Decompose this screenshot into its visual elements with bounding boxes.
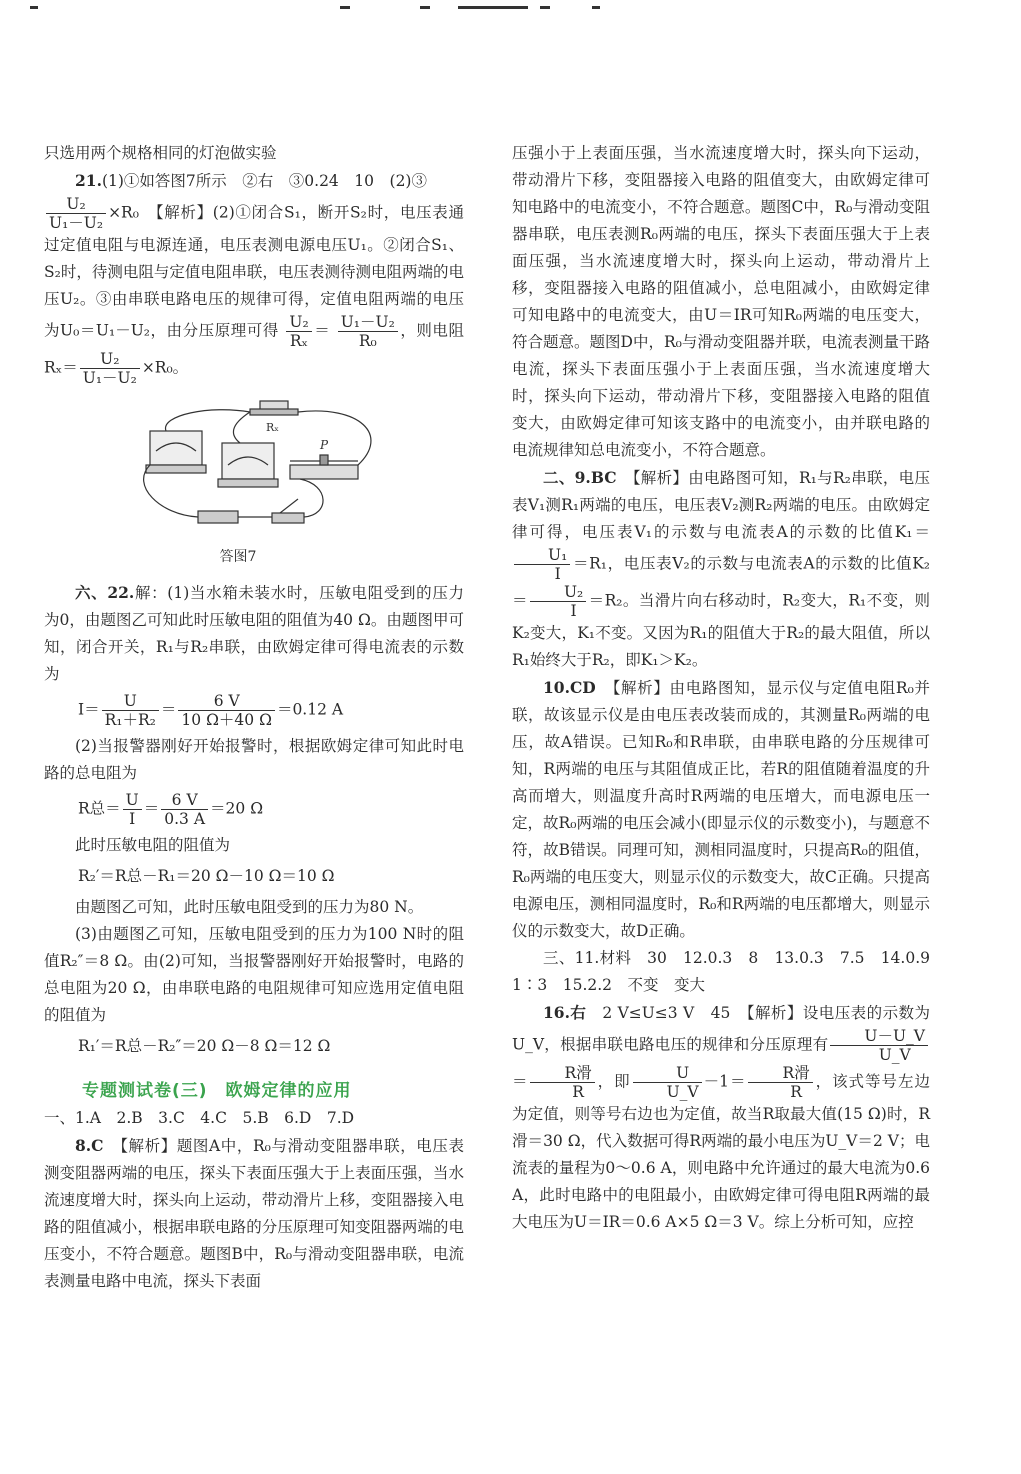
- right-column: [512, 140, 946, 1236]
- numerator: U₁－U₂: [338, 313, 398, 332]
- numerator: U₂: [80, 350, 140, 369]
- answer-21: [44, 167, 464, 195]
- fraction: [530, 583, 586, 620]
- paragraph: (2)当报警器刚好开始报警时，根据欧姆定律可知此时电路的总电阻为: [44, 737, 464, 782]
- question-number: 8.C: [75, 1136, 104, 1155]
- scan-mark: [30, 6, 38, 9]
- fraction: [178, 692, 275, 729]
- question-number: 六、22.: [75, 583, 135, 602]
- explanation-text: 【解析】由电路图知，显示仪与定值电阻R₀并联，故该显示仪是由电压表改装而成的，其测量R₀两端的电压，故A错误。已知R₀和R串联，由串联电路的分压规律可知，R两端的电压与其阻值成正比，若R的阻值随着温度的升高而增大，则温度升高时R两端的电压增大，而电源电压一定，故R₀两端的电压会减小(即显示仪的示数变小)，与题意不符，故B错误。同理可知，测相同温度时，只提高R₀的阻值，R₀两端的电压变大，则显示仪的示数变大，故C正确。只提高电源电压，测相同温度时，R₀和R两端的电压都增大，则显示仪的示数变大，故D正确。: [512, 679, 930, 940]
- paragraph: 此时压敏电阻的阻值为: [75, 836, 231, 854]
- solution-text: 解：(1)当水箱未装水时，压敏电阻受到的压力为0，由题图乙可知此时压敏电阻的阻值为40 Ω。由题图甲可知，闭合开关，R₁与R₂串联，由欧姆定律可得电流表的示数为: [44, 584, 464, 683]
- denominator: 0.3 A: [164, 810, 206, 828]
- numerator: U₂: [46, 195, 106, 214]
- explanation-text: －1＝: [703, 1072, 747, 1091]
- numerator: R滑: [748, 1064, 812, 1083]
- numerator: U₂: [530, 583, 586, 602]
- denominator: 10 Ω＋40 Ω: [181, 711, 272, 729]
- battery: [198, 511, 238, 523]
- scan-mark: [540, 6, 550, 9]
- answer-22: [44, 579, 464, 688]
- equation-right: ＝0.12 A: [276, 700, 344, 719]
- denominator: I: [570, 602, 577, 620]
- denominator: U₁－U₂: [49, 214, 104, 232]
- equation: R₁′＝R总－R₂″＝20 Ω－8 Ω＝12 Ω: [78, 1037, 331, 1055]
- numerator: R滑: [530, 1064, 594, 1083]
- explanation-text: 【解析】题图A中，R₀与滑动变阻器串联，电压表测变阻器两端的电压，探头下表面压强大于上表面压强，当水流速度增大时，探头向上运动，带动滑片上移，变阻器接入电路的阻值减小，根据串联电路的分压原理可知变阻器两端的电压变小，不符合题意。题图B中，R₀与滑动变阻器串联，电流表测量电路中电流，探头下表面: [44, 1137, 464, 1290]
- scan-mark: [592, 6, 600, 9]
- explanation-text: ×R₀ 【解析】(2)①闭合S₁，断开S₂时，电压表通过定值电阻与电源连通，电压表测电源电压U₁。②闭合S₁、S₂时，待测电阻与定值电阻串联，电压表测待测电阻两端的电压U₂。③由串联电路电压的规律可得，定值电阻两端的电压为U₀＝U₁－U₂，由分压原理可得: [44, 203, 464, 340]
- voltmeter: [150, 431, 202, 465]
- numerator: 6 V: [178, 692, 275, 711]
- explanation-text: 【解析】由电路图可知，R₁与R₂串联，电压表V₁测R₁两端的电压，电压表V₂测R₂两端的电压。由欧姆定律可得，电压表V₁的示数与电流表A的示数的比值K₁＝: [512, 469, 930, 541]
- fraction: [338, 313, 398, 350]
- denominator: R: [572, 1083, 584, 1101]
- scan-mark: [340, 6, 350, 9]
- answer-16: 16.右 2 V≤U≤3 V 45 【解析】设电压表的示数为U_V，根据串联电路电压的规律和分压原理有 $\frac{U-U\_V}{U\_V}$ ＝ $\frac{\text{R滑}}{R}$ ，即 $\frac{U}{U\_V}$ －1＝ $\frac{\text{R滑}}{R}$ ，该式等号左边为定值，则等号右边也为定值，故当R取最大值(15 Ω)时，R滑＝30 Ω，代入数据可得R两端的最小电压为U_V＝2 V；电流表的量程为0～0.6 A，则电路中允许通过的最大电流为0.6 A，此时电路中的电阻最小，由欧姆定律可得电阻R两端的最大电压为U＝IR＝0.6 A×5 Ω＝3 V。综上分析可知，应控: [512, 1003, 930, 1231]
- fraction: [286, 313, 311, 350]
- numerator: U－U_V: [830, 1027, 928, 1046]
- switch: [272, 513, 304, 523]
- multiple-choice-answers: 一、1.A 2.B 3.C 4.C 5.B 6.D 7.D: [44, 1109, 355, 1127]
- fraction: [633, 1064, 702, 1101]
- top-scan-marks: [0, 0, 1021, 14]
- denominator: U₁－U₂: [82, 369, 137, 387]
- equation: I＝ $\frac{U}{\text{R₁＋R₂}}$ ＝ $\frac{6 V}{10 \Omega+40 \Omega}$ ＝0.12 A: [78, 692, 344, 729]
- figure-caption: 答图7: [219, 549, 257, 565]
- explanation-text: ＝R₂。当滑片向右移动时，R₂变大，R₁不变，则K₂变大，K₁不变。又因为R₁的阻值大于R₂的最大阻值，所以R₁始终大于R₂，即K₁＞K₂。: [512, 591, 930, 669]
- equation-left: R总＝: [78, 799, 121, 818]
- denominator: R: [790, 1083, 802, 1101]
- fraction: [123, 791, 142, 828]
- numerator: 6 V: [161, 791, 208, 810]
- numerator: U: [102, 692, 159, 711]
- section-title: 专题测试卷(三) 欧姆定律的应用: [82, 1081, 352, 1101]
- fill-in-answers: 三、11.材料 30 12.0.3 8 13.0.3 7.5 14.0.9 1∶3 15.2.2 不变 变大: [512, 949, 946, 994]
- paragraph: 由题图乙可知，此时压敏电阻受到的压力为80 N。: [75, 898, 424, 916]
- numerator: U₁: [514, 546, 570, 565]
- explanation-text: ＝R₁，电压表V₂的示数与电流表A的示数的比值K₂＝: [512, 554, 930, 610]
- ammeter: [222, 443, 274, 479]
- scan-mark: [420, 6, 430, 9]
- equation-left: I＝: [78, 700, 100, 719]
- question-number: 二、9.BC: [543, 468, 617, 487]
- answer-text: (1)①如答图7所示 ②右 ③0.24 10 (2)③: [101, 172, 427, 190]
- denominator: R₀: [358, 332, 377, 350]
- numerator: U₂: [286, 313, 311, 332]
- denominator: R₁＋R₂: [104, 711, 156, 729]
- fraction: [830, 1027, 928, 1064]
- numerator: U: [633, 1064, 702, 1083]
- fraction: [530, 1064, 594, 1101]
- explanation-text: ，该式等号左边为定值，则等号右边也为定值，故当R取最大值(15 Ω)时，R滑＝30 Ω，代入数据可得R两端的最小电压为U_V＝2 V；电流表的量程为0～0.6 A，则电路中允许通过的最大电流为0.6 A，此时电路中的电阻最小，由欧姆定律可得电阻R两端的最大电压为U＝IR＝0.6 A×5 Ω＝3 V。综上分析可知，应控: [512, 1072, 930, 1231]
- paragraph: 只选用两个规格相同的灯泡做实验: [44, 144, 277, 162]
- fraction: [46, 195, 106, 232]
- left-column: [44, 140, 464, 1295]
- paragraph: 压强小于上表面压强，当水流速度增大时，探头向下运动，带动滑片下移，变阻器接入电路的阻值变大，由欧姆定律可知电路中的电流变小，不符合题意。题图C中，R₀与滑动变阻器串联，电压表测R₀两端的电压，探头下表面压强大于上表面压强，当水流速度增大时，探头向上运动，带动滑片上移，变阻器接入电路的阻值减小，总电阻减小，由欧姆定律可知电路中的电流变大，由U＝IR可知R₀两端的电压变大，符合题意。题图D中，R₀与滑动变阻器并联，电流表测量干路电流，探头下表面压强小于上表面压强，当水流速度增大时，探头向下运动，带动滑片下移，变阻器接入电路的阻值变大，由欧姆定律可知该支路中的电流变小，由并联电路的电流规律知总电流变小，不符合题意。: [512, 144, 930, 459]
- equation: R总＝ $\frac{U}{I}$ ＝ $\frac{6 V}{0.3 A}$ ＝20 Ω: [78, 791, 264, 828]
- fraction: [514, 546, 570, 583]
- denominator: I: [129, 810, 136, 828]
- rx-label: Rₓ: [266, 421, 279, 434]
- equation: R₂′＝R总－R₁＝20 Ω－10 Ω＝10 Ω: [78, 867, 335, 885]
- fraction: [161, 791, 208, 828]
- answer-10: [512, 674, 930, 945]
- answer-9: [512, 464, 930, 674]
- denominator: U_V: [666, 1083, 699, 1101]
- denominator: I: [554, 565, 561, 583]
- question-number: 21.: [75, 171, 102, 190]
- explanation-text: ，即: [596, 1072, 631, 1091]
- answer-8: [44, 1132, 464, 1295]
- explanation-text: 2 V≤U≤3 V 45 【解析】设电压表的示数为U_V，根据串联电路电压的规律和分压原理有: [512, 1004, 930, 1054]
- explanation-text: ×R₀。: [141, 358, 189, 377]
- denominator: Rₓ: [289, 332, 309, 350]
- question-number: 16.右: [543, 1003, 587, 1022]
- answer-21-explanation: $\frac{\text{U₂}}{\text{U₁－U₂}}$ ×R₀ 【解析】(2)①闭合S₁，断开S₂时，电压表通过定值电阻与电源连通，电压表测电源电压U₁。②闭合S₁、S₂时，待测电阻与定值电阻串联，电压表测待测电阻两端的电压U₂。③由串联电路电压的规律可得，定值电阻两端的电压为U₀＝U₁－U₂，由分压原理可得 $\frac{\text{U₂}}{\text{Rₓ}}$ ＝ $\frac{\text{U₁－U₂}}{\text{R₀}}$ ，则电阻Rₓ＝ $\frac{\text{U₂}}{\text{U₁－U₂}}$ ×R₀。: [44, 195, 464, 387]
- paragraph: (3)由题图乙可知，压敏电阻受到的压力为100 N时的阻值R₂″＝8 Ω。由(2)可知，当报警器刚好开始报警时，电路的总电阻为20 Ω，由串联电路的电阻规律可知应选用定值电阻的阻值为: [44, 925, 464, 1024]
- rheostat: [290, 465, 358, 479]
- p-label: P: [320, 438, 329, 452]
- fraction: [80, 350, 140, 387]
- equation-right: ＝20 Ω: [210, 799, 264, 818]
- circuit-diagram-image: [130, 395, 400, 533]
- denominator: U_V: [878, 1046, 911, 1064]
- numerator: U: [123, 791, 142, 810]
- fraction: [748, 1064, 812, 1101]
- circuit-figure: [130, 395, 400, 542]
- scan-mark: [458, 6, 528, 9]
- explanation-text: ，则电阻Rₓ＝: [44, 321, 464, 377]
- fraction: [102, 692, 159, 729]
- question-number: 10.CD: [543, 678, 596, 697]
